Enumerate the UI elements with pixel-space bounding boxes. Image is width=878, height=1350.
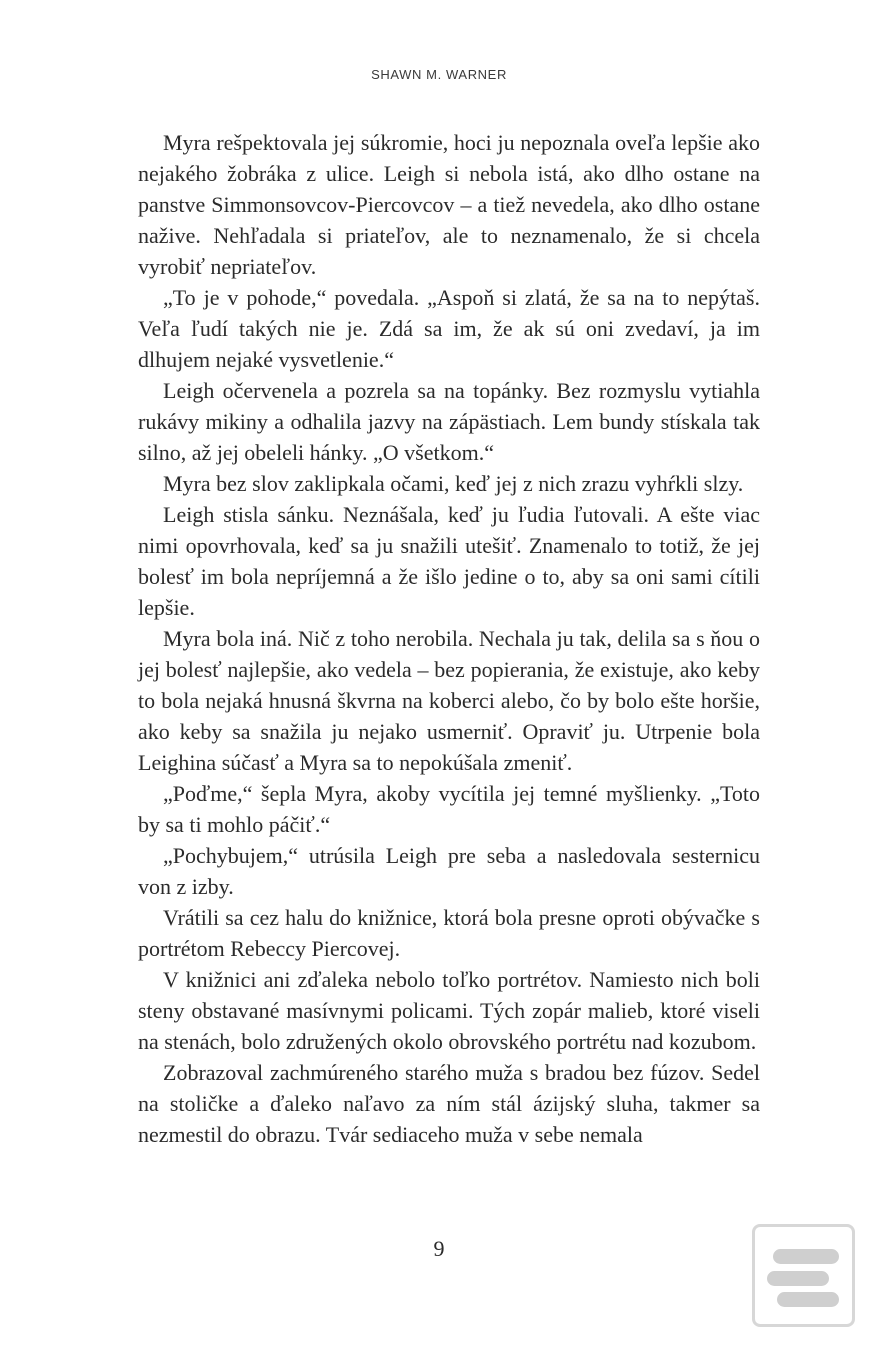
- paragraph: V knižnici ani zďaleka nebolo toľko portrétov. Namiesto nich boli steny obstavané masívnymi policami. Tých zopár malieb, ktoré viseli na stenách, bolo združených okolo obrovského portrétu nad kozubom.: [138, 967, 760, 1054]
- menu-lines-icon: [767, 1271, 829, 1286]
- paragraph: „Poďme,“ šepla Myra, akoby vycítila jej temné myšlienky. „Toto by sa ti mohlo páčiť.“: [138, 781, 760, 837]
- page-number: 9: [433, 1236, 445, 1261]
- paragraph: Myra bola iná. Nič z toho nerobila. Nechala ju tak, delila sa s ňou o jej bolesť najlepšie, ako vedela – bez popierania, že existuje, ako keby to bola nejaká hnusná škvrna na koberci alebo, čo by bolo ešte horšie, ako keby sa snažila ju nejako usmerniť. Opraviť ju. Utrpenie bola Leighina súčasť a Myra sa to nepokúšala zmeniť.: [138, 626, 760, 775]
- paragraph: Myra bez slov zaklipkala očami, keď jej z nich zrazu vyhŕkli slzy.: [163, 471, 744, 496]
- paragraph: Zobrazoval zachmúreného starého muža s bradou bez fúzov. Sedel na stoličke a ďaleko naľavo za ním stál ázijský sluha, takmer sa nezmestil do obrazu. Tvár sediaceho muža v sebe nemala: [138, 1060, 760, 1147]
- menu-lines-icon: [773, 1249, 839, 1264]
- paragraph: „Pochybujem,“ utrúsila Leigh pre seba a nasledovala sesternicu von z izby.: [138, 843, 760, 899]
- running-header: SHAWN M. WARNER: [371, 67, 507, 82]
- page-body-text: [138, 127, 760, 1150]
- paragraph: Myra rešpektovala jej súkromie, hoci ju nepoznala oveľa lepšie ako nejakého žobráka z ulice. Leigh si nebola istá, ako dlho ostane na panstve Simmonsovcov-Piercovcov – a tiež nevedela, ako dlho ostane nažive. Nehľadala si priateľov, ale to neznamenalo, že si chcela vyrobiť nepriateľov.: [138, 130, 760, 279]
- paragraph: Leigh očervenela a pozrela sa na topánky. Bez rozmyslu vytiahla rukávy mikiny a odhalila jazvy na zápästiach. Lem bundy stískala tak silno, až jej obeleli hánky. „O všetkom.“: [138, 378, 760, 465]
- paragraph: Vrátili sa cez halu do knižnice, ktorá bola presne oproti obývačke s portrétom Rebeccy Piercovej.: [138, 905, 760, 961]
- reader-menu-button[interactable]: [752, 1224, 855, 1327]
- paragraph: „To je v pohode,“ povedala. „Aspoň si zlatá, že sa na to nepýtaš. Veľa ľudí takých nie je. Zdá sa im, že ak sú oni zvedaví, ja im dlhujem nejaké vysvetlenie.“: [138, 285, 760, 372]
- paragraph: Leigh stisla sánku. Neznášala, keď ju ľudia ľutovali. A ešte viac nimi opovrhovala, keď sa ju snažili utešiť. Znamenalo to totiž, že jej bolesť im bola nepríjemná a že išlo jedine o to, aby sa oni sami cítili lepšie.: [138, 502, 760, 620]
- menu-lines-icon: [777, 1292, 839, 1307]
